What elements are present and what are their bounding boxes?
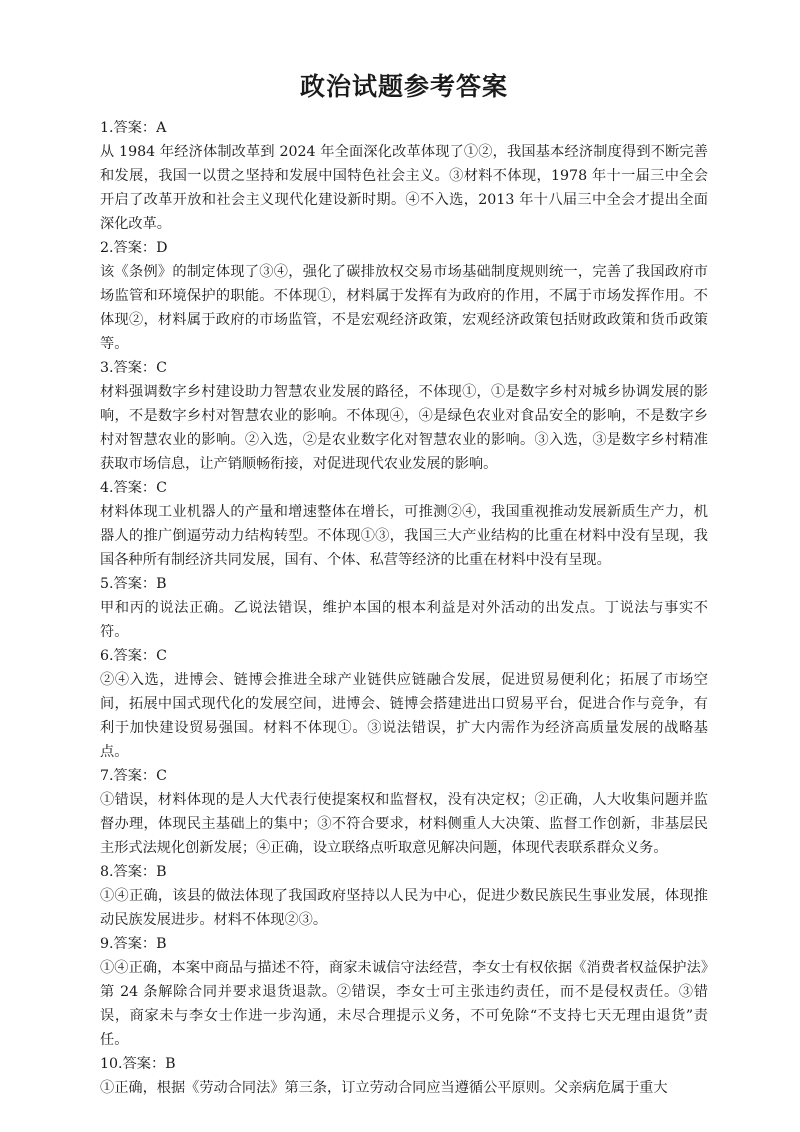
answer-key: 5.答案：B	[100, 576, 167, 592]
answer-explanation: 材料强调数字乡村建设助力智慧农业发展的路径，不体现①，①是数字乡村对城乡协调发展的影响，不是数字乡村对智慧农业的影响。不体现④，④是绿色农业对食品安全的影响，不是数字乡村对智慧农业的影响。②入选，②是农业数字化对智慧农业的影响。③入选，③是数字乡村精准获取市场信息，让产销顺畅衔接，对促进现代农业发展的影响。	[100, 384, 708, 472]
answer-item-9	[100, 932, 708, 1052]
answer-explanation: ①④正确，本案中商品与描述不符，商家未诚信守法经营，李女士有权依据《消费者权益保护法》第 24 条解除合同并要求退货退款。②错误，李女士可主张违约责任，而不是侵权责任。③错误，商家未与李女士作进一步沟通，未尽合理提示义务，不可免除“不支持七天无理由退货”责任。	[100, 960, 708, 1048]
answer-item-7	[100, 764, 708, 860]
answer-item-10	[100, 1052, 708, 1100]
answer-item-1	[100, 116, 708, 236]
answer-explanation: 该《条例》的制定体现了③④，强化了碳排放权交易市场基础制度规则统一，完善了我国政府市场监管和环境保护的职能。不体现①，材料属于发挥有为政府的作用，不属于市场发挥作用。不体现②，材料属于政府的市场监管，不是宏观经济政策，宏观经济政策包括财政政策和货币政策等。	[100, 264, 708, 352]
answer-item-3	[100, 356, 708, 476]
answer-explanation: ①④正确，该县的做法体现了我国政府坚持以人民为中心，促进少数民族民生事业发展，体现推动民族发展进步。材料不体现②③。	[100, 888, 708, 928]
answer-item-2	[100, 236, 708, 356]
answer-explanation: ②④入选，进博会、链博会推进全球产业链供应链融合发展，促进贸易便利化；拓展了市场空间，拓展中国式现代化的发展空间，进博会、链博会搭建进出口贸易平台，促进合作与竞争，有利于加快建设贸易强国。材料不体现①。③说法错误，扩大内需作为经济高质量发展的战略基点。	[100, 672, 708, 760]
answer-key: 1.答案：A	[100, 120, 167, 136]
answer-key: 7.答案：C	[100, 768, 167, 784]
answer-item-8	[100, 860, 708, 932]
answer-key: 4.答案：C	[100, 480, 167, 496]
answer-item-5	[100, 572, 708, 644]
answer-explanation: ①错误，材料体现的是人大代表行使提案权和监督权，没有决定权；②正确，人大收集问题并监督办理，体现民主基础上的集中；③不符合要求，材料侧重人大决策、监督工作创新，非基层民主形式法规化创新发展；④正确，设立联络点听取意见解决问题，体现代表联系群众义务。	[100, 792, 708, 856]
answer-key: 3.答案：C	[100, 360, 167, 376]
answer-explanation: 从 1984 年经济体制改革到 2024 年全面深化改革体现了①②，我国基本经济制度得到不断完善和发展，我国一以贯之坚持和发展中国特色社会主义。③材料不体现，1978 年十一届三中全会开启了改革开放和社会主义现代化建设新时期。④不入选，2013 年十八届三中全会才提出全面深化改革。	[100, 144, 708, 232]
answer-key: 6.答案：C	[100, 648, 167, 664]
answer-explanation: 甲和丙的说法正确。乙说法错误，维护本国的根本利益是对外活动的出发点。丁说法与事实不符。	[100, 600, 708, 640]
answer-explanation: 材料体现工业机器人的产量和增速整体在增长，可推测②④，我国重视推动发展新质生产力，机器人的推广倒逼劳动力结构转型。不体现①③，我国三大产业结构的比重在材料中没有呈现，我国各种所有制经济共同发展，国有、个体、私营等经济的比重在材料中没有呈现。	[100, 504, 708, 568]
answer-key: 10.答案：B	[100, 1056, 176, 1072]
answer-item-4	[100, 476, 708, 572]
answer-key: 2.答案：D	[100, 240, 168, 256]
page-title: 政治试题参考答案	[299, 72, 508, 101]
answer-item-6	[100, 644, 708, 764]
answer-explanation: ①正确，根据《劳动合同法》第三条，订立劳动合同应当遵循公平原则。父亲病危属于重大	[100, 1080, 668, 1096]
answer-key: 9.答案：B	[100, 936, 167, 952]
answer-key: 8.答案：B	[100, 864, 167, 880]
